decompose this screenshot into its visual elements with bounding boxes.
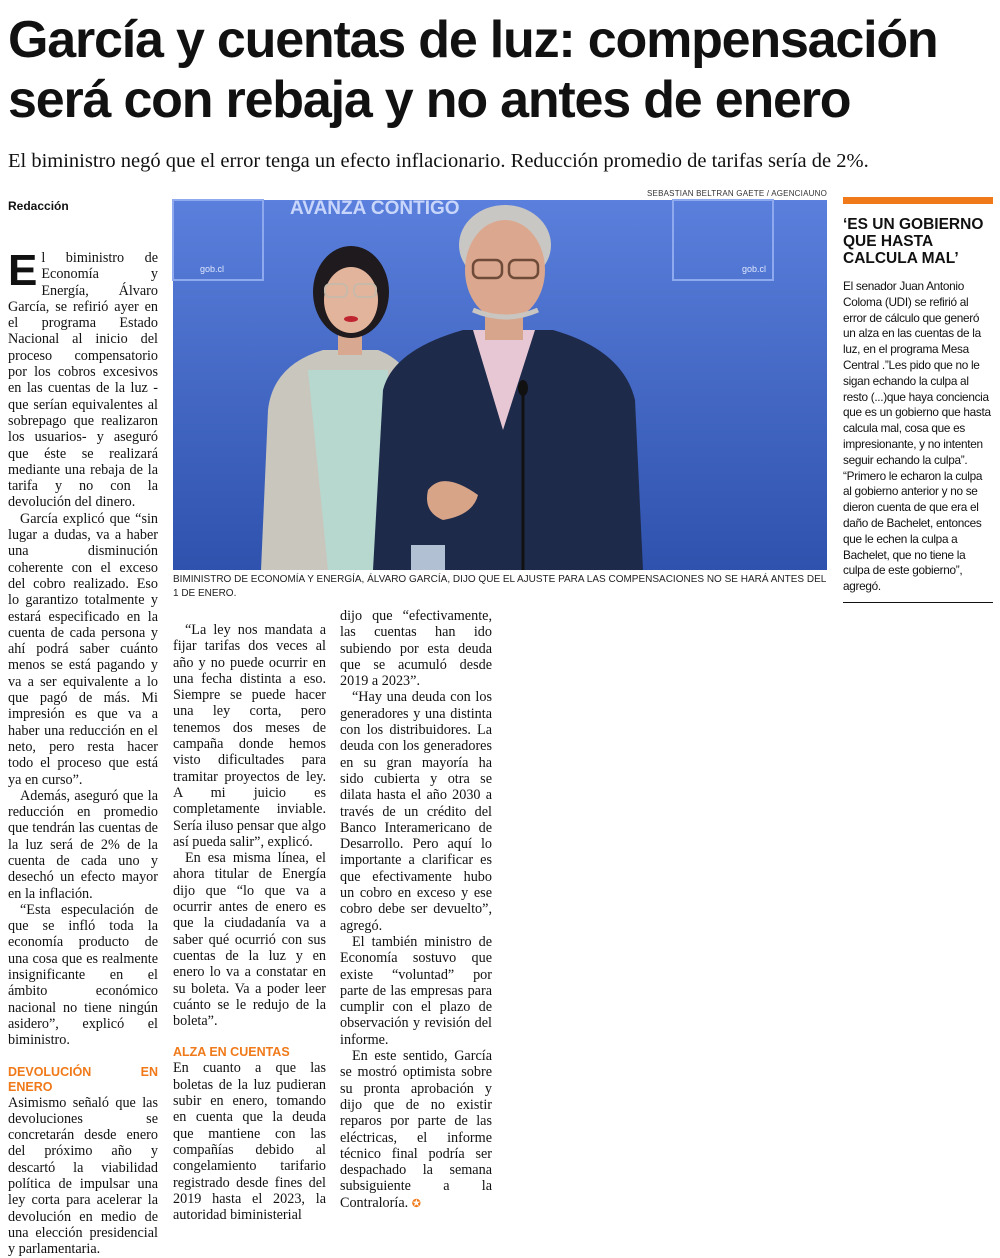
paragraph-10: “Hay una deuda con los generadores y una distinta con los distribuidores. La deuda con los generadores en su gran mayoría ha sido cubierta y otra se dilata hasta el año 2030 a través de un crédito del Banco Interamericano de Desarrollo. Pero aquí lo importante a clarificar es que efectivamente hubo un cobro en exceso y ese cobro debe ser devuelto”, agregó. bbox=[340, 689, 492, 934]
subhead-devolucion: DEVOLUCIÓN EN ENERO bbox=[8, 1064, 158, 1094]
paragraph-1: El biministro de Economía y Energía, Álvaro García, se refirió ayer en el programa Estado Nacional al inicio del proceso compensatorio por los cobros excesivos en las cuentas de la luz - que serían equivalentes al sobrepago que realizaron los usuarios- y aseguró que éste se realizará mediante una rebaja de la tarifa y no con la devolución del dinero. bbox=[8, 246, 158, 511]
paragraph-6: “La ley nos mandata a fijar tarifas dos veces al año y no puede ocurrir en una fecha distinta a eso. Siempre se puede hacer una ley corta, pero tenemos dos meses de campaña donde hemos visto dificultades para tramitar proyectos de ley. A mi juicio es completamente inviable. Sería iluso pensar que algo así pueda salir”, explicó. bbox=[173, 622, 326, 850]
article-photo bbox=[173, 200, 827, 570]
paragraph-7: En esa misma línea, el ahora titular de Energía dijo que “lo que va a ocurrir antes de enero es que la ciudadanía va a saber qué ocurrió con sus cuentas de la luz y en enero lo va a constatar en su boleta. Va a poder leer cuánto se le redujo de la boleta”. bbox=[173, 850, 326, 1030]
sidebar-box bbox=[843, 197, 993, 603]
paragraph-12: En este sentido, García se mostró optimista sobre su pronta aprobación y dijo que de no existir reparos por parte de las eléctricas, el informe técnico final podría ser despachado la semana subsiguiente a la Contraloría. ✪ bbox=[340, 1048, 492, 1211]
paragraph-3: Además, aseguró que la reducción en promedio que tendrán las cuentas de la luz será de 2% de la cuenta de cada uno y desechó un efecto mayor en la inflación. bbox=[8, 787, 158, 902]
article-column-1 bbox=[8, 246, 158, 1258]
sidebar-accent-bar bbox=[843, 197, 993, 204]
deck-subtitle: El biministro negó que el error tenga un efecto inflacionario. Reducción promedio de tarifas sería de 2%. bbox=[8, 150, 869, 172]
byline: Redacción bbox=[8, 199, 69, 213]
end-mark-icon: ✪ bbox=[411, 1196, 421, 1210]
photo-credit: SEBASTIAN BELTRAN GAETE / AGENCIAUNO bbox=[647, 189, 827, 198]
headline: García y cuentas de luz: compensación será con rebaja y no antes de enero bbox=[8, 11, 938, 129]
paragraph-8: En cuanto a que las boletas de la luz pudieran subir en enero, tomando en cuenta que la deuda que mantiene con las compañías debido al congelamiento tarifario registrado desde fines del 2019 hasta el 2023, la autoridad biministerial bbox=[173, 1060, 326, 1224]
article-column-2 bbox=[173, 622, 326, 1223]
paragraph-11: El también ministro de Economía sostuvo que existe “voluntad” por parte de las empresas para cumplir con el plazo de observación y revisión del informe. bbox=[340, 933, 492, 1048]
drop-cap: E bbox=[8, 246, 38, 295]
paragraph-2: García explicó que “sin lugar a dudas, va a haber una disminución coherente con el exceso del cobro realizado. Eso lo garantizo totalmente y estará especificado en la cuenta de cada persona y ahí podrá saber cuánto menos se está pagando y va a ser equivalente a lo que pagó de más. Mi impresión es que va a haber una reducción en el neto, pero resta hacer todo el proceso que está ya en curso”. bbox=[8, 510, 158, 788]
sidebar-title: ‘ES UN GOBIERNO QUE HASTA CALCULA MAL’ bbox=[843, 216, 984, 267]
photo-caption: BIMINISTRO DE ECONOMÍA Y ENERGÍA, ÁLVARO GARCÍA, DIJO QUE EL AJUSTE PARA LAS COMPENSACIONES NO SE HARÁ ANTES DEL 1 DE ENERO. bbox=[173, 574, 826, 599]
backdrop-text: AVANZA CONTIGO bbox=[290, 198, 460, 219]
paragraph-9: dijo que “efectivamente, las cuentas han ido subiendo por esta deuda que se acumuló desde 2019 a 2023”. bbox=[340, 608, 492, 690]
press-conference-illustration bbox=[173, 200, 827, 570]
paragraph-5: Asimismo señaló que las devoluciones se concretarán desde enero del próximo año y descartó la viabilidad política de impulsar una ley corta para acelerar la devolución en medio de una elección presidencial y parlamentaria. bbox=[8, 1094, 158, 1258]
panel-label-left: gob.cl bbox=[200, 264, 225, 274]
subhead-alza: ALZA EN CUENTAS bbox=[173, 1045, 290, 1060]
sidebar-body: El senador Juan Antonio Coloma (UDI) se refirió al error de cálculo que generó un alza en las cuentas de la luz, en el programa Mesa Central .”Les pido que no le sigan echando la culpa al resto (...)que haya conciencia que es un gobierno que hasta calcula mal, cosa que es impresionante, y no intenten seguir echando la culpa”. “Primero le echaron la culpa al gobierno anterior y no se dieron cuenta de que era el daño de Bachelet, entonces que le echen la culpa a Bachelet, que no tiene la culpa de este gobierno”, agregó. bbox=[843, 279, 991, 594]
article-column-3 bbox=[340, 608, 492, 1212]
water-glass bbox=[411, 545, 445, 570]
sidebar-divider bbox=[843, 602, 993, 603]
paragraph-4: “Esta especulación de que se infló toda la economía producto de una cosa que es realmente insignificante en el ámbito económico nacional no tiene ningún asidero”, explicó el biministro. bbox=[8, 901, 158, 1049]
panel-label-right: gob.cl bbox=[742, 264, 767, 274]
